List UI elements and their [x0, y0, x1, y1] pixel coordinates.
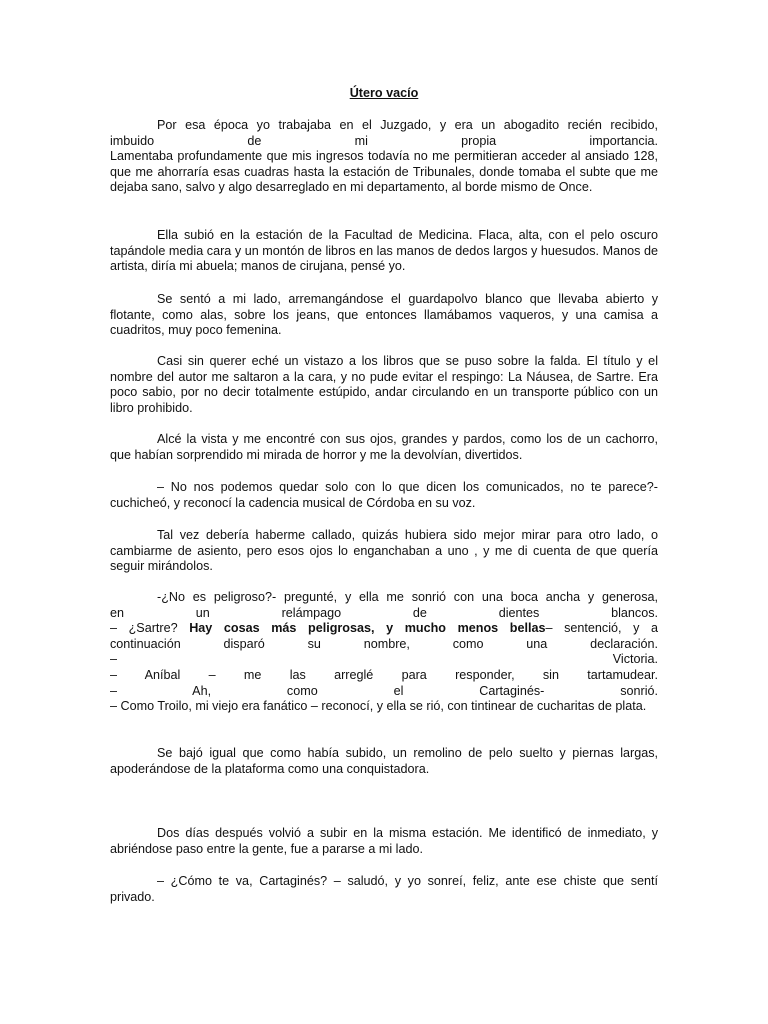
- paragraph-1-line-1: Por esa época yo trabajaba en el Juzgado, y era un abogadito recién recibido,: [157, 118, 658, 132]
- dialogue-block: [110, 590, 658, 715]
- dialogue-line-3-post: – sentenció, y a: [545, 621, 658, 636]
- paragraph-7: Tal vez debería haberme callado, quizás hubiera sido mejor mirar para otro lado, o cambiarme de asiento, pero esos ojos lo enganchaban a uno , y me di cuenta de que quería seguir mirándolos.: [110, 528, 658, 574]
- dialogue-line-6: – Aníbal – me las arreglé para responder, sin tartamudear.: [110, 667, 658, 682]
- dialogue-line-5: – Victoria.: [110, 652, 658, 667]
- paragraph-8: Se bajó igual que como había subido, un remolino de pelo suelto y piernas largas, apoderándose de la plataforma como una conquistadora.: [110, 746, 658, 776]
- paragraph-3: Se sentó a mi lado, arremangándose el guardapolvo blanco que llevaba abierto y flotante, como alas, sobre los jeans, que entonces llamábamos vaqueros, y una camisa a cuadritos, muy poco femenina.: [110, 292, 658, 338]
- dialogue-line-3-bold: Hay cosas más peligrosas, y mucho menos bellas: [189, 621, 546, 636]
- dialogue-line-8: – Como Troilo, mi viejo era fanático – reconocí, y ella se rió, con tintinear de cucharitas de plata.: [110, 699, 647, 714]
- dialogue-line-7: – Ah, como el Cartaginés- sonrió.: [110, 683, 658, 698]
- dialogue-line-1: -¿No es peligroso?- pregunté, y ella me sonrió con una boca ancha y generosa,: [157, 590, 658, 604]
- paragraph-1-line-2: imbuido de mi propia importancia.: [110, 133, 658, 148]
- dialogue-line-3-pre: – ¿Sartre?: [110, 621, 190, 636]
- paragraph-5: Alcé la vista y me encontré con sus ojos, grandes y pardos, como los de un cachorro, que habían sorprendido mi mirada de horror y me la devolvían, divertidos.: [110, 432, 658, 462]
- paragraph-10: – ¿Cómo te va, Cartaginés? – saludó, y yo sonreí, feliz, ante ese chiste que sentí privado.: [110, 874, 658, 904]
- dialogue-line-3: [110, 621, 658, 637]
- document-title: Útero vacío: [349, 86, 419, 100]
- paragraph-4: Casi sin querer eché un vistazo a los libros que se puso sobre la falda. El título y el nombre del autor me saltaron a la cara, y no pude evitar el respingo: La Náusea, de Sartre. Era poco sabio, por no decir totalmente estúpido, andar circulando en un transporte público con un libro prohibido.: [110, 354, 658, 415]
- paragraph-6: – No nos podemos quedar solo con lo que dicen los comunicados, no te parece?- cuchicheó, y reconocí la cadencia musical de Córdoba en su voz.: [110, 480, 658, 510]
- dialogue-line-4: continuación disparó su nombre, como una declaración.: [110, 636, 658, 651]
- paragraph-1: [110, 118, 658, 196]
- paragraph-1-rest: Lamentaba profundamente que mis ingresos todavía no me permitieran acceder al ansiado 128, que me ahorraría esas cuadras hasta la estación de Tribunales, donde tomaba el subte que me dejaba sano, salvo y algo desarreglado en mi departamento, al borde mismo de Once.: [110, 149, 658, 195]
- paragraph-2: Ella subió en la estación de la Facultad de Medicina. Flaca, alta, con el pelo oscuro tapándole media cara y un montón de libros en las manos de dedos largos y huesudos. Manos de artista, diría mi abuela; manos de cirujana, pensé yo.: [110, 228, 658, 274]
- dialogue-line-2: en un relámpago de dientes blancos.: [110, 605, 658, 620]
- paragraph-9: Dos días después volvió a subir en la misma estación. Me identificó de inmediato, y abriéndose paso entre la gente, fue a pararse a mi lado.: [110, 826, 658, 856]
